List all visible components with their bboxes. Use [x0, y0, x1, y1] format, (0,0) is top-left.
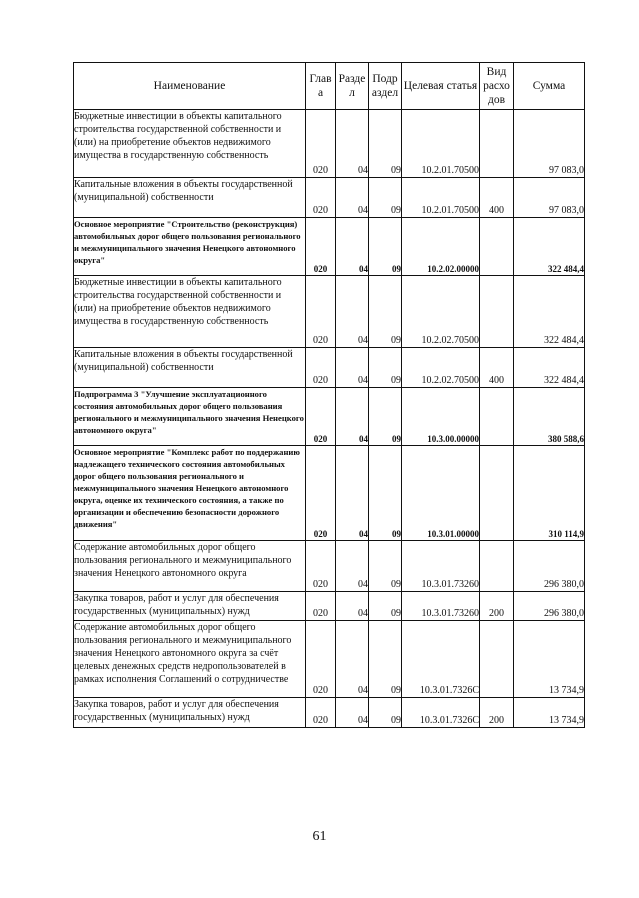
row-podrazdel: 09 [369, 178, 402, 218]
row-glava: 020 [306, 218, 336, 276]
row-statya: 10.2.02.70500 [402, 348, 480, 388]
row-vid: 400 [480, 348, 514, 388]
row-name: Основное мероприятие "Комплекс работ по поддержанию надлежащего технического состояния автомобильных дорог общего пользования регионального и межмуниципального значения Ненецкого автономного округа, оценке их технического состояния, а также по организации и обеспечению безопасности дорожного движения" [74, 446, 306, 541]
table-row [74, 348, 585, 388]
row-statya: 10.3.01.73260 [402, 592, 480, 621]
header-statya: Целевая статья [402, 63, 480, 110]
row-name: Капитальные вложения в объекты государственной (муниципальной) собственности [74, 348, 306, 388]
row-vid: 200 [480, 698, 514, 728]
row-statya: 10.3.01.00000 [402, 446, 480, 541]
table-header-row [74, 63, 585, 110]
row-statya: 10.2.02.00000 [402, 218, 480, 276]
row-podrazdel: 09 [369, 218, 402, 276]
row-razdel: 04 [336, 178, 369, 218]
row-name: Бюджетные инвестиции в объекты капитального строительства государственной собственности и (или) на приобретение объектов недвижимого имущества в государственную собственность [74, 276, 306, 348]
row-podrazdel: 09 [369, 348, 402, 388]
row-vid [480, 541, 514, 592]
row-glava: 020 [306, 388, 336, 446]
row-glava: 020 [306, 698, 336, 728]
header-vid: Вид расхо дов [480, 63, 514, 110]
row-statya: 10.2.01.70500 [402, 110, 480, 178]
row-razdel: 04 [336, 218, 369, 276]
row-name: Содержание автомобильных дорог общего пользования регионального и межмуниципального значения Ненецкого автономного округа за счёт целевых денежных средств недропользователей в рамках исполнения Соглашений о сотрудничестве [74, 621, 306, 698]
table-row [74, 276, 585, 348]
row-summa: 380 588,6 [514, 388, 585, 446]
row-name: Содержание автомобильных дорог общего пользования регионального и межмуниципального значения Ненецкого автономного округа [74, 541, 306, 592]
row-podrazdel: 09 [369, 276, 402, 348]
row-razdel: 04 [336, 276, 369, 348]
row-glava: 020 [306, 110, 336, 178]
row-summa: 322 484,4 [514, 276, 585, 348]
row-name: Закупка товаров, работ и услуг для обеспечения государственных (муниципальных) нужд [74, 698, 306, 728]
table-row [74, 110, 585, 178]
row-razdel: 04 [336, 592, 369, 621]
table-row [74, 388, 585, 446]
row-glava: 020 [306, 348, 336, 388]
row-name: Основное мероприятие "Строительство (реконструкция) автомобильных дорог общего пользования регионального и межмуниципального значения Ненецкого автономного округа" [74, 218, 306, 276]
row-summa: 97 083,0 [514, 110, 585, 178]
row-podrazdel: 09 [369, 621, 402, 698]
row-statya: 10.2.01.70500 [402, 178, 480, 218]
row-razdel: 04 [336, 446, 369, 541]
row-vid [480, 276, 514, 348]
row-razdel: 04 [336, 698, 369, 728]
row-podrazdel: 09 [369, 698, 402, 728]
row-glava: 020 [306, 178, 336, 218]
row-statya: 10.3.01.7326С [402, 698, 480, 728]
header-glava: Глав а [306, 63, 336, 110]
row-summa: 322 484,4 [514, 218, 585, 276]
row-name: Закупка товаров, работ и услуг для обеспечения государственных (муниципальных) нужд [74, 592, 306, 621]
table-row [74, 698, 585, 728]
table-row [74, 218, 585, 276]
header-name: Наименование [74, 63, 306, 110]
row-name: Капитальные вложения в объекты государственной (муниципальной) собственности [74, 178, 306, 218]
row-glava: 020 [306, 592, 336, 621]
table-row [74, 621, 585, 698]
row-podrazdel: 09 [369, 388, 402, 446]
row-razdel: 04 [336, 388, 369, 446]
row-podrazdel: 09 [369, 541, 402, 592]
row-summa: 296 380,0 [514, 541, 585, 592]
table-row [74, 592, 585, 621]
row-vid [480, 388, 514, 446]
row-podrazdel: 09 [369, 446, 402, 541]
row-name: Подпрограмма 3 "Улучшение эксплуатационного состояния автомобильных дорог общего пользования регионального и межмуниципального значения Ненецкого автономного округа" [74, 388, 306, 446]
row-razdel: 04 [336, 348, 369, 388]
row-statya: 10.2.02.70500 [402, 276, 480, 348]
table-row [74, 446, 585, 541]
header-razdel: Разде л [336, 63, 369, 110]
row-podrazdel: 09 [369, 592, 402, 621]
row-vid [480, 446, 514, 541]
row-summa: 296 380,0 [514, 592, 585, 621]
header-podrazdel: Подр аздел [369, 63, 402, 110]
budget-table [73, 62, 585, 728]
page-number: 61 [312, 829, 327, 844]
row-summa: 13 734,9 [514, 698, 585, 728]
row-summa: 322 484,4 [514, 348, 585, 388]
header-summa: Сумма [514, 63, 585, 110]
row-statya: 10.3.01.73260 [402, 541, 480, 592]
row-podrazdel: 09 [369, 110, 402, 178]
row-glava: 020 [306, 446, 336, 541]
row-statya: 10.3.01.7326С [402, 621, 480, 698]
row-glava: 020 [306, 621, 336, 698]
row-vid [480, 621, 514, 698]
row-summa: 13 734,9 [514, 621, 585, 698]
row-vid [480, 218, 514, 276]
row-razdel: 04 [336, 621, 369, 698]
row-statya: 10.3.00.00000 [402, 388, 480, 446]
table-row [74, 178, 585, 218]
row-summa: 310 114,9 [514, 446, 585, 541]
row-razdel: 04 [336, 110, 369, 178]
row-glava: 020 [306, 541, 336, 592]
row-vid: 400 [480, 178, 514, 218]
row-summa: 97 083,0 [514, 178, 585, 218]
row-razdel: 04 [336, 541, 369, 592]
table-row [74, 541, 585, 592]
row-vid [480, 110, 514, 178]
row-glava: 020 [306, 276, 336, 348]
row-vid: 200 [480, 592, 514, 621]
row-name: Бюджетные инвестиции в объекты капитального строительства государственной собственности и (или) на приобретение объектов недвижимого имущества в государственную собственность [74, 110, 306, 178]
